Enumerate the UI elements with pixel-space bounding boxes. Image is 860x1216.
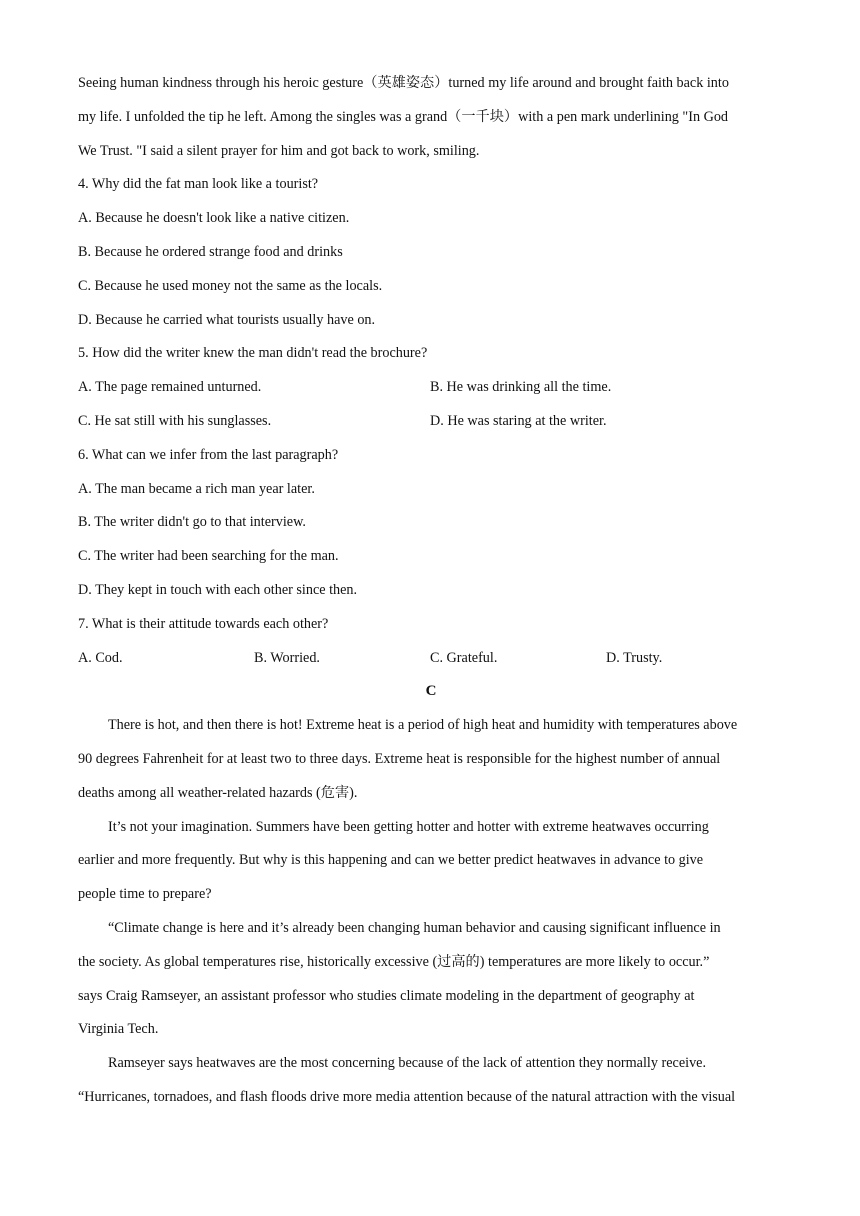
passage-b-ending [78,67,784,168]
option-a: A. Cod. [78,649,123,666]
text-line: Seeing human kindness through his heroic gesture（英雄姿态）turned my life around and brought faith back into [78,75,729,91]
option-a: A. Because he doesn't look like a native citizen. [78,210,350,227]
option-a: A. The page remained unturned. [78,379,262,396]
text-line: Virginia Tech. [78,1021,159,1038]
option-c: C. He sat still with his sunglasses. [78,412,272,429]
question-6 [78,439,784,608]
text-line: There is hot, and then there is hot! Extreme heat is a period of high heat and humidity with temperatures above [108,717,738,734]
text-line: my life. I unfolded the tip he left. Among the singles was a grand（一千块）with a pen mark underlining "In God [78,108,729,125]
question-5 [78,337,784,438]
option-d: D. They kept in touch with each other since then. [78,581,358,598]
text-line: “Hurricanes, tornadoes, and flash floods drive more media attention because of the natural attraction with the visual [78,1088,736,1105]
paragraph-1 [78,709,784,810]
page-content [78,67,784,1115]
text-line: the society. As global temperatures rise, historically excessive (过高的) temperatures are more likely to occur.” [78,953,710,970]
question-stem: 7. What is their attitude towards each other? [78,615,329,632]
question-stem: 6. What can we infer from the last paragraph? [78,446,339,463]
section-title: C [425,683,437,700]
text-line: 90 degrees Fahrenheit for at least two to three days. Extreme heat is responsible for the highest number of annual [78,750,721,767]
option-a: A. The man became a rich man year later. [78,480,315,497]
text-line: Ramseyer says heatwaves are the most concerning because of the lack of attention they normally receive. [108,1055,707,1072]
option-d: D. Because he carried what tourists usually have on. [78,311,376,328]
question-7 [78,608,784,676]
option-c: C. Grateful. [430,649,498,666]
option-c: C. The writer had been searching for the man. [78,548,339,565]
question-stem: 4. Why did the fat man look like a tourist? [78,176,319,193]
text-line: We Trust. "I said a silent prayer for him and got back to work, smiling. [78,142,480,159]
option-b: B. The writer didn't go to that interview. [78,514,306,531]
option-d: D. He was staring at the writer. [430,412,607,429]
options-row [78,642,784,676]
text-line: people time to prepare? [78,886,212,903]
paragraph-3 [78,912,784,1047]
paragraph-4 [78,1047,784,1115]
options-row [78,371,784,405]
question-stem: 5. How did the writer knew the man didn't read the brochure? [78,345,428,362]
text-line: It’s not your imagination. Summers have been getting hotter and hotter with extreme heatwaves occurring [108,818,709,835]
option-c: C. Because he used money not the same as the locals. [78,277,383,294]
option-b: B. Because he ordered strange food and drinks [78,243,343,260]
option-b: B. Worried. [254,649,320,666]
question-4 [78,168,784,337]
text-line: “Climate change is here and it’s already been changing human behavior and causing significant influence in [108,919,721,936]
text-line: says Craig Ramseyer, an assistant professor who studies climate modeling in the department of geography at [78,987,695,1004]
text-line: deaths among all weather-related hazards (危害). [78,784,358,801]
option-d: D. Trusty. [606,649,663,666]
option-b: B. He was drinking all the time. [430,379,612,396]
text-line: earlier and more frequently. But why is this happening and can we better predict heatwaves in advance to give [78,852,704,869]
paragraph-2 [78,811,784,912]
options-row [78,405,784,439]
